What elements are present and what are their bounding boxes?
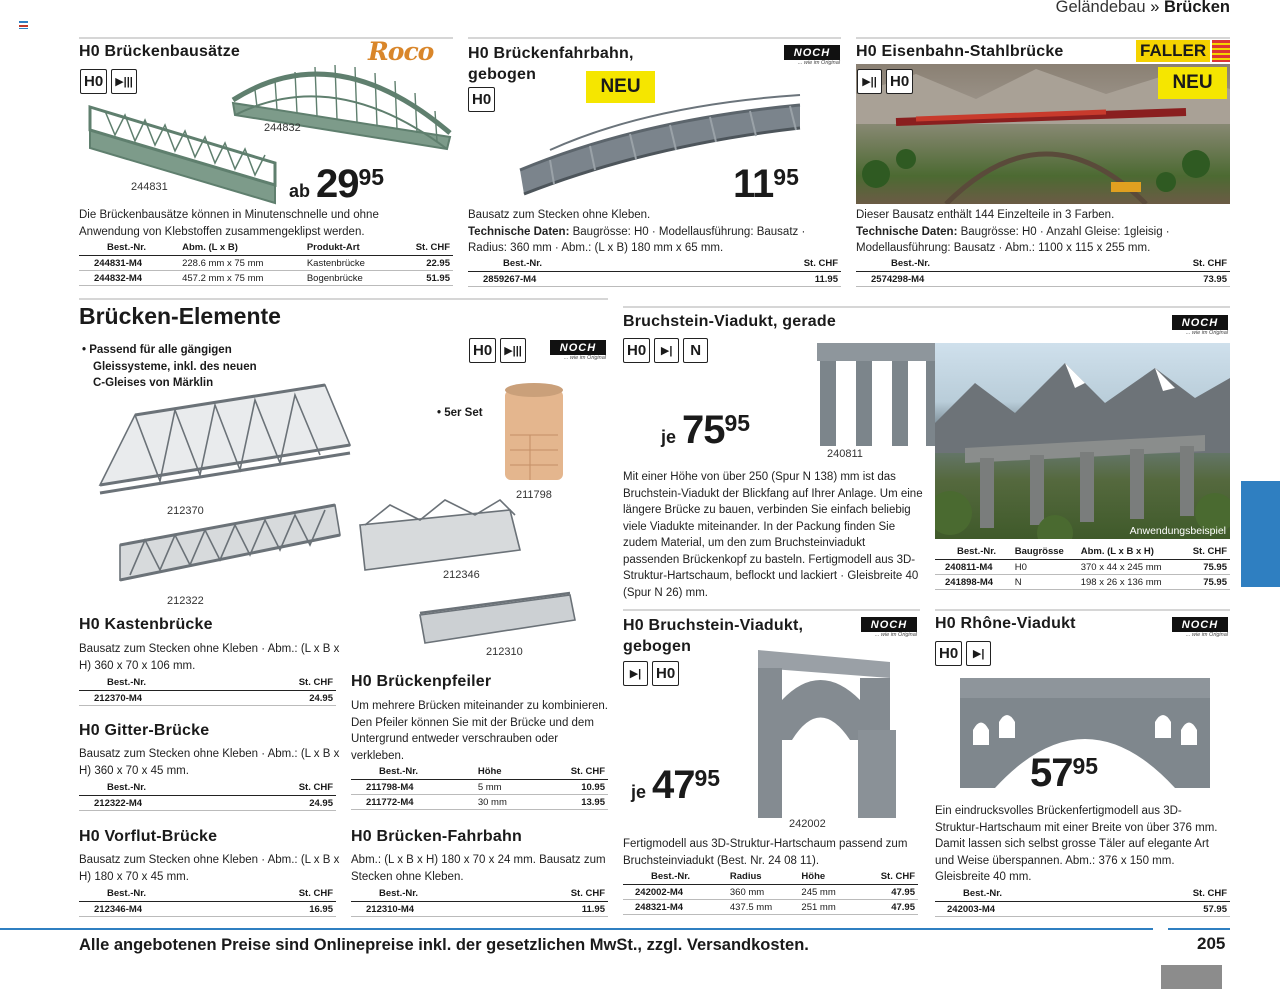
table-row[interactable]: 242003-M4 57.95: [935, 902, 1230, 917]
product-description: Um mehrere Brücken miteinander zu kombinieren. Den Pfeiler können Sie mit der Brücke und dem Untergrund entweder verschrauben oder verkleben.: [351, 700, 608, 762]
article-label: 242002: [789, 818, 826, 830]
table-row[interactable]: 2859267-M4 11.95: [468, 272, 841, 287]
product-description: Dieser Bausatz enthält 144 Einzelteile in 3 Farben. Technische Daten: Baugrösse: H0 · Anzahl Gleise: 1gleisig · Modellausführung: Bausatz · Abm.: 1100 x 115 x 255 mm.: [856, 209, 1170, 254]
footer-rule: [1168, 928, 1230, 930]
footer-rule: [0, 928, 1153, 930]
table-row[interactable]: 242002-M4 360 mm 245 mm 47.95: [623, 885, 918, 900]
price: je $75^{95}$: [661, 408, 751, 452]
product-title: H0 Gitter-Brücke: [79, 722, 210, 739]
product-title: H0 Bruchstein-Viadukt, gebogen: [623, 617, 804, 655]
footer-note: Alle angebotenen Preise sind Onlinepreise inkl. der gesetzlichen MwSt., zzgl. Versandkosten.: [79, 936, 809, 954]
table-row[interactable]: 212370-M4 24.95: [79, 691, 336, 706]
product-title: Bruchstein-Viadukt, gerade: [623, 313, 836, 330]
price-table: Best.-Nr. Höhe St. CHF 211798-M4 5 mm 10.95 211772-M4 30 mm 13.95: [351, 766, 608, 810]
product-title: H0 Vorflut-Brücke: [79, 828, 218, 845]
price-table: Best.-Nr. St. CHF 2574298-M4 73.95: [856, 258, 1230, 287]
table-row[interactable]: 212346-M4 16.95: [79, 902, 336, 917]
dc-current-icon: ▶|||: [500, 338, 526, 363]
product-title: H0 Eisenbahn-Stahlbrücke: [856, 43, 1064, 60]
noch-logo: NOCH ... wie im Original: [550, 340, 606, 361]
article-label: 212310: [486, 646, 523, 658]
table-row[interactable]: 212322-M4 24.95: [79, 796, 336, 811]
product-description: Abm.: (L x B x H) 180 x 70 x 24 mm. Bausatz zum Stecken ohne Kleben.: [351, 854, 606, 883]
product-description: Ein eindrucksvolles Brückenfertigmodell aus 3D-Struktur-Hartschaum mit einer Breite von über 376 mm. Damit lassen sich selbst grosse Täler auf elegante Art und Weise überspannen. Abm.: 376 x 150 mm. Gleisbreite 40 mm.: [935, 805, 1218, 883]
menu-icon[interactable]: [19, 21, 28, 28]
product-description: Bausatz zum Stecken ohne Kleben · Abm.: (L x B x H) 360 x 70 x 106 mm.: [79, 643, 340, 672]
price: $57^{95}$: [1030, 751, 1099, 795]
article-label: 212322: [167, 595, 204, 607]
product-title: H0 Kastenbrücke: [79, 616, 213, 633]
product-title: H0 Brückenfahrbahn, gebogen: [468, 45, 634, 83]
curved-viaduct-image: [740, 640, 920, 820]
section-title: Brücken-Elemente: [79, 303, 281, 329]
ac-current-icon: ▶|: [654, 338, 679, 363]
table-row[interactable]: 241898-M4 N 198 x 26 x 136 mm 75.95: [935, 575, 1230, 590]
price-table: Best.-Nr. St. CHF 242003-M4 57.95: [935, 888, 1230, 917]
breadcrumb-current: Brücken: [1163, 0, 1230, 16]
photo-caption: Anwendungsbeispiel: [1129, 525, 1226, 537]
noch-logo: NOCH ... wie im Original: [1172, 617, 1228, 638]
scale-badge-h0: H0: [652, 661, 679, 686]
viaduct-landscape-photo: [935, 343, 1230, 539]
price-table: Best.-Nr. St. CHF 212370-M4 24.95: [79, 677, 336, 706]
breadcrumb-separator: »: [1150, 0, 1160, 16]
table-row[interactable]: 2574298-M4 73.95: [856, 272, 1230, 287]
breadcrumb: [1056, 0, 1230, 17]
scale-badge-h0: H0: [80, 69, 107, 94]
price: je $47^{95}$: [631, 763, 721, 807]
product-description: Bausatz zum Stecken ohne Kleben. Technische Daten: Baugrösse: H0 · Modellausführung: Bausatz · Radius: 360 mm · Abm.: (L x B) 180 mm x 65 mm.: [468, 209, 806, 254]
set-note: • 5er Set: [437, 407, 483, 419]
price-table: Best.-Nr. St. CHF 212310-M4 11.95: [351, 888, 608, 917]
table-row[interactable]: 244832-M4 457.2 mm x 75 mm Bogenbrücke 51.95: [79, 271, 453, 286]
bridge-elements-image: [90, 375, 590, 655]
new-badge: NEU: [586, 71, 655, 103]
product-description: Mit einer Höhe von über 250 (Spur N 138) mm ist das Bruchstein-Viadukt der Blickfang auf Ihrer Anlage. Um eine längere Brücke zu bauen, verbinden Sie einfach beliebig viele Viadukte miteinander. In der Packung finden Sie zudem Material, um den zum Bruchsteinviadukt passenden Brückenkopf zu basteln. Fertigmodell aus 3D-Struktur-Hartschaum, beflockt und lackiert · Gleisbreite 40 (Spur N 26) mm.: [623, 471, 923, 599]
product-description: Fertigmodell aus 3D-Struktur-Hartschaum passend zum Bruchsteinviadukt (Best. Nr. 24 08 11).: [623, 838, 908, 867]
page-tab[interactable]: [1161, 965, 1222, 989]
product-title: H0 Brückenpfeiler: [351, 673, 492, 690]
compatibility-note: • Passend für alle gängigen Gleissysteme, inkl. des neuen C-Gleises von Märklin: [82, 344, 257, 389]
product-title: H0 Brücken-Fahrbahn: [351, 828, 522, 845]
viaduct-model-image: [812, 338, 942, 448]
price-table: Best.-Nr. St. CHF 212346-M4 16.95: [79, 888, 336, 917]
section-tab[interactable]: [1241, 481, 1280, 587]
product-description: Bausatz zum Stecken ohne Kleben · Abm.: (L x B x H) 360 x 70 x 45 mm.: [79, 748, 340, 777]
article-label: 244831: [131, 181, 168, 193]
price-table: Best.-Nr. Baugrösse Abm. (L x B x H) St. CHF 240811-M4 H0 370 x 44 x 245 mm 75.95 241898-M4 N 198 x 26 x 136 mm 75.95: [935, 546, 1230, 590]
new-badge: NEU: [1158, 67, 1227, 99]
breadcrumb-prefix[interactable]: Geländebau: [1055, 0, 1146, 16]
article-label: 212370: [167, 505, 204, 517]
noch-logo: NOCH ... wie im Original: [861, 617, 917, 638]
scale-badge-h0: H0: [469, 338, 496, 363]
scale-badge-h0: H0: [935, 641, 962, 666]
scale-badge-n: N: [683, 338, 708, 363]
price: $11^{95}$: [733, 162, 799, 206]
table-row[interactable]: 211772-M4 30 mm 13.95: [351, 795, 608, 810]
ac-current-icon: ▶|: [623, 661, 648, 686]
ac-current-icon: ▶|: [966, 641, 991, 666]
ac-current-icon: ▶||: [857, 69, 882, 94]
article-label: 212346: [443, 569, 480, 581]
price-table: Best.-Nr. Abm. (L x B) Produkt-Art St. CHF 244831-M4 228.6 mm x 75 mm Kastenbrücke 22.95 244832-M4 457.2 mm x 75 mm Bogenbrücke 51.95: [79, 242, 453, 286]
price-table: Best.-Nr. Radius Höhe St. CHF 242002-M4 360 mm 245 mm 47.95 248321-M4 437.5 mm 251 mm 47.95: [623, 871, 918, 915]
noch-logo: NOCH ... wie im Original: [784, 45, 840, 66]
product-title: H0 Rhône-Viadukt: [935, 615, 1076, 632]
article-label: 211798: [516, 489, 552, 501]
faller-logo: FALLER: [1136, 40, 1230, 62]
scale-badge-h0: H0: [623, 338, 650, 363]
product-description: Die Brückenbausätze können in Minutenschnelle und ohne Anwendung von Klebstoffen zusammengeklipst werden.: [79, 209, 379, 238]
product-title: H0 Brückenbausätze: [79, 43, 240, 60]
table-row[interactable]: 240811-M4 H0 370 x 44 x 245 mm 75.95: [935, 560, 1230, 575]
noch-logo: NOCH ... wie im Original: [1172, 315, 1228, 336]
price: ab $29^{95}$: [289, 162, 385, 206]
price-table: Best.-Nr. St. CHF 2859267-M4 11.95: [468, 258, 841, 287]
page-number: 205: [1197, 934, 1226, 953]
table-row[interactable]: 248321-M4 437.5 mm 251 mm 47.95: [623, 900, 918, 915]
price-table: Best.-Nr. St. CHF 212322-M4 24.95: [79, 782, 336, 811]
article-label: 244832: [264, 122, 301, 134]
roco-logo: Roco: [368, 37, 434, 66]
product-description: Bausatz zum Stecken ohne Kleben · Abm.: (L x B x H) 180 x 70 x 45 mm.: [79, 854, 340, 883]
table-row[interactable]: 211798-M4 5 mm 10.95: [351, 780, 608, 795]
table-row[interactable]: 212310-M4 11.95: [351, 902, 608, 917]
scale-badge-h0: H0: [886, 69, 913, 94]
dc-current-icon: ▶|||: [111, 69, 137, 94]
scale-badge-h0: H0: [468, 87, 495, 112]
article-label: 240811: [827, 448, 863, 460]
table-row[interactable]: 244831-M4 228.6 mm x 75 mm Kastenbrücke 22.95: [79, 256, 453, 271]
